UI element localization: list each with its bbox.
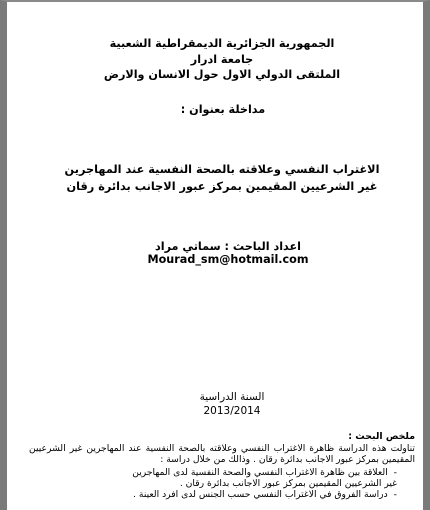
paper-title-line-1: الاغتراب النفسي وعلاقته بالصحة النفسية عند المهاجرين [64,163,380,176]
conference-name: الملتقى الدولي الاول حول الانسان والارض [103,68,341,81]
paper-title-line-2: غير الشرعيين المقيمين بمركز عبور الاجانب بدائرة رقان [66,180,378,193]
author-email: Mourad_sm@hotmail.com [147,253,309,266]
academic-year [137,390,327,418]
paper-title [31,161,413,195]
list-item-continuation: غير الشرعيين المقيمين بمركز عبور الاجانب بدائرة رقان . [179,478,397,490]
university-name: جامعة ادرار [190,52,254,66]
academic-year-value: 2013/2014 [203,405,261,417]
abstract-list [29,468,415,500]
bullet-mark: - [393,488,397,500]
republic-name: الجمهورية الجزائرية الديمقراطية الشعبية [109,37,335,50]
document-header [33,36,411,83]
list-item [29,468,397,490]
intervention-label: مداخلة بعنوان : [180,103,266,116]
list-item [29,490,397,501]
list-item-text: دراسة الفروق في الاغتراب النفسي حسب الجنس لدى افرد العينة . [133,488,388,500]
academic-year-label: السنة الدراسية [199,391,265,403]
abstract-intro: تناولت هذه الدراسة ظاهرة الاغتراب النفسي وعلاقته بالصحة النفسية عند المهاجرين غير الشرعيين المقيمين بمركز عبور الاجانب بدائرة رقان . وذالك من خلال دراسة : [29,442,415,465]
abstract-section [29,432,415,501]
author-name: اعداد الباحث : سماتي مراد [155,240,301,253]
bullet-mark: - [393,467,397,479]
list-item-text: العلاقة بين ظاهرة الاغتراب النفسي والصحة النفسية لدى المهاجرين [132,467,388,479]
abstract-heading: ملخص البحث : [348,431,415,442]
